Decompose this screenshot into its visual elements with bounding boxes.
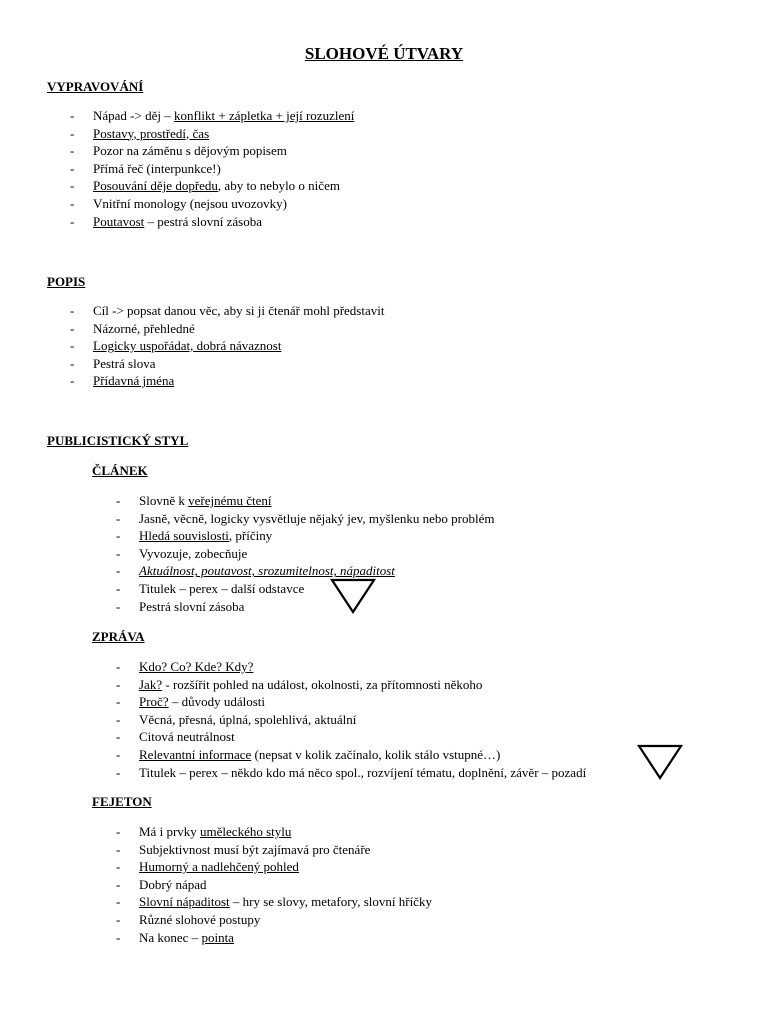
bullet-dash: - xyxy=(116,580,121,596)
bullet-dash: - xyxy=(116,659,121,674)
bullet-dash: - xyxy=(116,563,121,579)
inverted-triangle-icon xyxy=(330,578,376,614)
text-segment: – pestrá slovní zásoba xyxy=(144,213,262,229)
bullet-dash: - xyxy=(116,894,121,910)
text-segment: Má i prvky xyxy=(139,824,201,839)
text-segment: - rozšířit pohled na událost, okolnosti, za přítomnosti někoho xyxy=(162,676,483,692)
text-segment: Subjektivnost musí být zajímavá pro čtenáře xyxy=(139,841,371,857)
list-item-text xyxy=(139,527,272,545)
list-item-text xyxy=(139,823,291,841)
underlined-text: Hledá souvislosti xyxy=(139,528,229,544)
text-segment: Vyvozuje, zobecňuje xyxy=(139,545,248,561)
underlined-text: Poutavost xyxy=(93,213,145,229)
bullet-dash: - xyxy=(70,160,75,176)
bullet-dash: - xyxy=(70,373,75,389)
text-segment: Názorné, přehledné xyxy=(93,320,195,336)
bullet-dash: - xyxy=(116,729,121,745)
text-segment: Pestrá slovní zásoba xyxy=(139,598,245,614)
text-segment: Věcná, přesná, úplná, spolehlivá, aktuální xyxy=(139,711,357,727)
list-item-text xyxy=(93,372,174,390)
text-segment: Na konec – xyxy=(139,929,202,945)
bullet-dash: - xyxy=(70,320,75,336)
list-item-text xyxy=(93,337,281,355)
list-item-text xyxy=(139,728,235,746)
text-segment: Vnitřní monology (nejsou uvozovky) xyxy=(93,195,287,211)
text-segment: Nápad -> děj – xyxy=(93,108,174,123)
underlined-text: konflikt + zápletka + její rozuzlení xyxy=(173,108,355,123)
list-item-text xyxy=(139,510,494,528)
inverted-triangle-icon xyxy=(637,744,683,780)
list-item-text xyxy=(139,746,500,764)
text-segment: , příčiny xyxy=(228,528,273,544)
text-segment: (nepsat v kolik začínalo, kolik stálo vstupné…) xyxy=(251,746,501,762)
list-item-text xyxy=(139,893,432,911)
list-item-text xyxy=(93,107,354,125)
text-segment: Titulek – perex – někdo kdo má něco spol., rozvíjení tématu, doplnění, závěr – pozadí xyxy=(139,764,587,780)
text-segment: Citová neutrálnost xyxy=(139,729,235,745)
underlined-text: Slovní nápaditost xyxy=(139,894,230,910)
underlined-text: Logicky uspořádat, dobrá návaznost xyxy=(93,338,282,354)
text-segment: – hry se slovy, metafory, slovní hříčky xyxy=(229,894,432,910)
bullet-dash: - xyxy=(116,711,121,727)
bullet-dash: - xyxy=(70,303,75,318)
list-item-text xyxy=(139,492,272,510)
section-heading-popis: POPIS xyxy=(47,274,86,289)
bullet-dash: - xyxy=(70,125,75,141)
subsection-heading-fejeton: FEJETON xyxy=(92,794,152,809)
text-segment: Jasně, věcně, logicky vysvětluje nějaký jev, myšlenku nebo problém xyxy=(139,510,495,526)
list-item-text xyxy=(93,125,209,143)
underlined-text: Kdo? Co? Kde? Kdy? xyxy=(139,659,254,674)
list-item-text xyxy=(139,693,265,711)
underlined-text: Posouvání děje dopředu xyxy=(93,178,218,194)
text-segment: Přímá řeč (interpunkce!) xyxy=(93,160,221,176)
underlined-text: Přídavná jména xyxy=(93,373,175,389)
subsection-heading-clanek: ČLÁNEK xyxy=(92,463,148,478)
bullet-dash: - xyxy=(116,545,121,561)
list-item-text xyxy=(139,658,253,676)
list-item-text xyxy=(93,213,262,231)
bullet-dash: - xyxy=(70,338,75,354)
list-item-text xyxy=(139,580,304,598)
bullet-dash: - xyxy=(116,676,121,692)
text-segment: Dobrý nápad xyxy=(139,876,207,892)
list-item-text xyxy=(93,320,195,338)
bullet-dash: - xyxy=(70,355,75,371)
text-segment: Různé slohové postupy xyxy=(139,911,261,927)
list-item-text xyxy=(139,598,244,616)
list-item-text xyxy=(139,545,247,563)
underlined-text: Humorný a nadlehčený pohled xyxy=(139,859,299,875)
list-item-text xyxy=(93,302,384,320)
underlined-text: Jak? xyxy=(139,676,163,692)
list-item-text xyxy=(139,676,482,694)
text-segment: Slovně k xyxy=(139,493,189,508)
bullet-dash: - xyxy=(116,510,121,526)
text-segment: Cíl -> popsat danou věc, aby si ji čtenář mohl představit xyxy=(93,303,385,318)
bullet-dash: - xyxy=(70,143,75,159)
bullet-dash: - xyxy=(70,213,75,229)
list-item-text xyxy=(93,142,287,160)
list-item-text xyxy=(139,858,299,876)
list-item-text xyxy=(93,355,155,373)
underlined-text: Aktuálnost, poutavost, srozumitelnost, nápaditost xyxy=(139,563,395,579)
text-segment: Pozor na záměnu s dějovým popisem xyxy=(93,143,287,159)
bullet-dash: - xyxy=(116,841,121,857)
bullet-dash: - xyxy=(116,929,121,945)
bullet-dash: - xyxy=(70,178,75,194)
bullet-dash: - xyxy=(116,911,121,927)
bullet-dash: - xyxy=(116,493,121,508)
text-segment: Pestrá slova xyxy=(93,355,156,371)
underlined-text: Proč? xyxy=(139,694,169,710)
list-item-text xyxy=(139,841,370,859)
list-item-text xyxy=(139,911,260,929)
underlined-text: pointa xyxy=(201,929,234,945)
list-item-text xyxy=(139,876,207,894)
text-segment: , aby to nebylo o ničem xyxy=(217,178,340,194)
bullet-dash: - xyxy=(116,598,121,614)
bullet-dash: - xyxy=(116,876,121,892)
section-heading-vypravovani: VYPRAVOVÁNÍ xyxy=(47,79,144,94)
list-item-text xyxy=(139,711,356,729)
section-heading-publicisticky-styl: PUBLICISTICKÝ STYL xyxy=(47,433,189,448)
list-item-text xyxy=(93,160,221,178)
bullet-dash: - xyxy=(116,824,121,839)
text-segment: Titulek – perex – další odstavce xyxy=(139,580,305,596)
underlined-text: Postavy, prostředí, čas xyxy=(93,125,210,141)
subsection-heading-zprava: ZPRÁVA xyxy=(92,629,145,644)
list-item-text xyxy=(139,764,586,782)
page-title: SLOHOVÉ ÚTVARY xyxy=(304,44,464,63)
bullet-dash: - xyxy=(116,764,121,780)
bullet-dash: - xyxy=(116,746,121,762)
underlined-text: veřejnému čtení xyxy=(188,493,272,508)
underlined-text: Relevantní informace xyxy=(139,746,252,762)
text-segment: – důvody události xyxy=(168,694,266,710)
bullet-dash: - xyxy=(116,859,121,875)
list-item-text xyxy=(93,195,287,213)
bullet-dash: - xyxy=(116,694,121,710)
bullet-dash: - xyxy=(70,195,75,211)
list-item-text xyxy=(139,929,234,947)
bullet-dash: - xyxy=(116,528,121,544)
bullet-dash: - xyxy=(70,108,75,123)
list-item-text xyxy=(93,177,340,195)
underlined-text: uměleckého stylu xyxy=(200,824,292,839)
